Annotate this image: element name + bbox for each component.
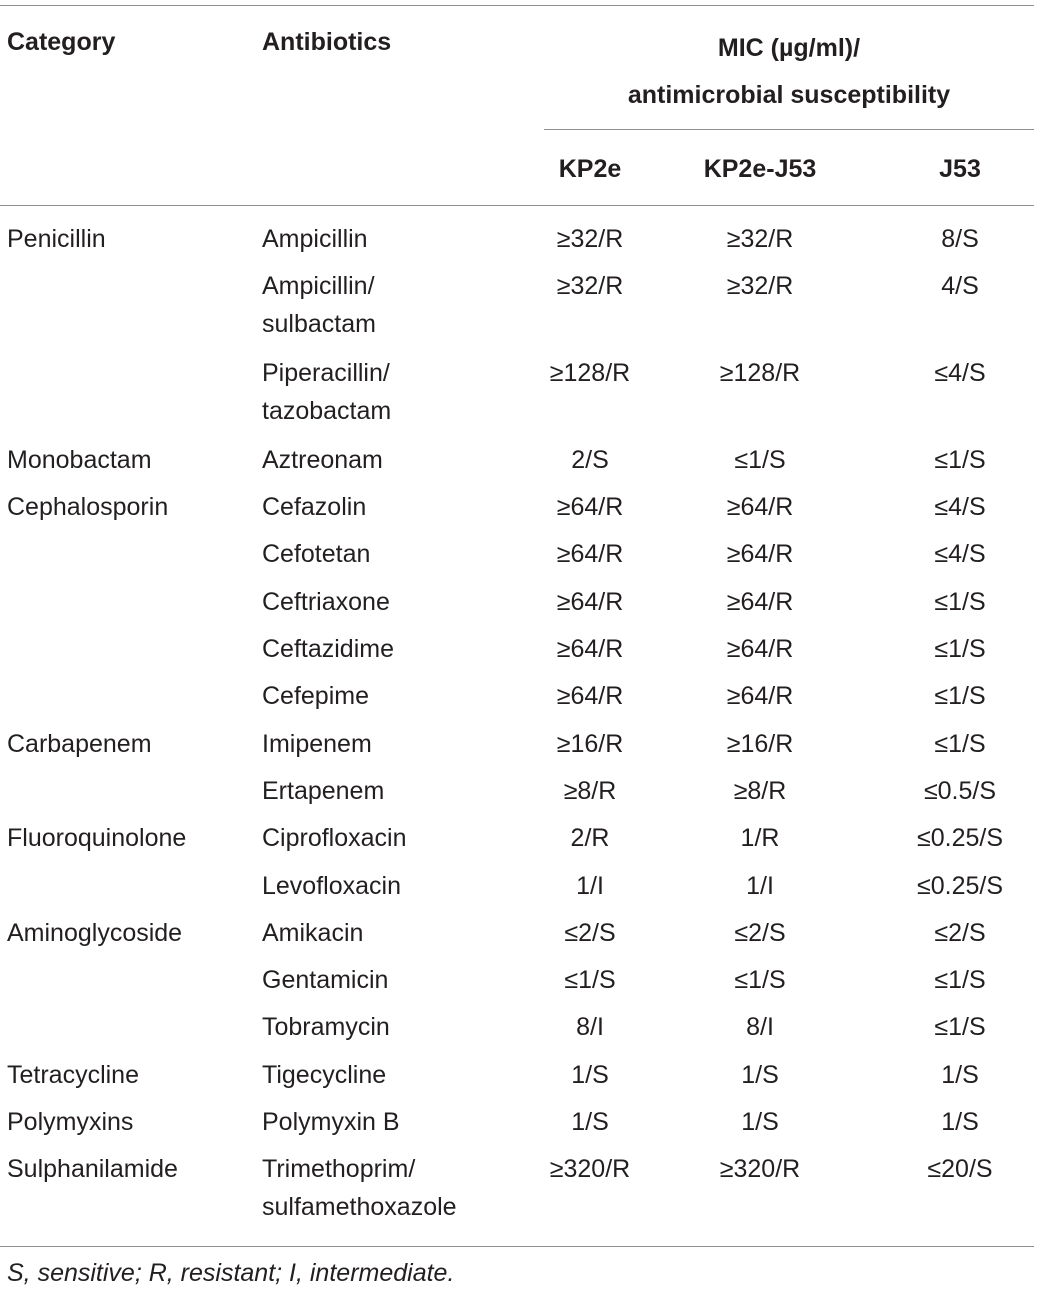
cell-antibiotic-line: Ampicillin bbox=[262, 225, 368, 253]
cell-kp2e-j53: ≥64/R bbox=[726, 540, 794, 569]
cell-antibiotic-line: Levofloxacin bbox=[262, 871, 401, 900]
cell-j53: 1/S bbox=[941, 1108, 979, 1137]
cell-j53: ≤4/S bbox=[934, 493, 986, 522]
cell-j53: ≤20/S bbox=[927, 1155, 993, 1184]
table-row bbox=[0, 819, 1034, 866]
cell-antibiotic bbox=[262, 725, 522, 763]
cell-antibiotic bbox=[262, 630, 522, 668]
cell-antibiotic-line: Tobramycin bbox=[262, 1013, 390, 1042]
cell-antibiotic bbox=[262, 819, 522, 857]
header-category: Category bbox=[7, 28, 116, 56]
cell-antibiotic bbox=[262, 267, 522, 343]
cell-kp2e-j53: ≤1/S bbox=[734, 445, 786, 474]
header-antibiotics: Antibiotics bbox=[262, 28, 392, 56]
cell-kp2e-j53: 1/S bbox=[741, 1060, 779, 1089]
cell-j53: 4/S bbox=[941, 272, 979, 301]
cell-antibiotic-line: Tigecycline bbox=[262, 1060, 387, 1089]
cell-kp2e: ≥8/R bbox=[563, 776, 617, 805]
cell-kp2e-j53: ≥32/R bbox=[726, 225, 794, 253]
cell-antibiotic-line: Cefepime bbox=[262, 682, 369, 711]
cell-kp2e: 2/R bbox=[570, 824, 610, 853]
cell-j53: 8/S bbox=[941, 225, 979, 253]
cell-antibiotic-line: sulbactam bbox=[262, 310, 376, 339]
table-row bbox=[0, 441, 1034, 488]
cell-kp2e-j53: ≤1/S bbox=[734, 966, 786, 995]
cell-antibiotic-line: Ampicillin/ bbox=[262, 272, 375, 301]
cell-antibiotic-line: Ertapenem bbox=[262, 776, 385, 805]
cell-kp2e-j53: ≥320/R bbox=[719, 1155, 801, 1184]
cell-antibiotic-line: Imipenem bbox=[262, 729, 372, 758]
cell-j53: ≤1/S bbox=[934, 682, 986, 711]
cell-antibiotic bbox=[262, 220, 522, 258]
cell-antibiotic-line: Ceftriaxone bbox=[262, 587, 390, 616]
cell-j53: ≤0.25/S bbox=[917, 871, 1003, 900]
table-top-rule bbox=[0, 5, 1034, 6]
table-row bbox=[0, 772, 1034, 819]
table-row bbox=[0, 914, 1034, 961]
cell-kp2e-j53: 1/I bbox=[746, 871, 774, 900]
cell-antibiotic bbox=[262, 488, 522, 526]
cell-antibiotic bbox=[262, 867, 522, 905]
cell-antibiotic-line: Cefotetan bbox=[262, 540, 371, 569]
cell-category: Carbapenem bbox=[7, 729, 152, 758]
cell-j53: 1/S bbox=[941, 1060, 979, 1089]
table-row bbox=[0, 1056, 1034, 1103]
cell-kp2e: ≥320/R bbox=[549, 1155, 631, 1184]
cell-kp2e: ≤2/S bbox=[564, 918, 616, 947]
table-row bbox=[0, 1103, 1034, 1150]
cell-kp2e-j53: ≥8/R bbox=[733, 776, 787, 805]
cell-category: Aminoglycoside bbox=[7, 918, 183, 947]
table-row bbox=[0, 488, 1034, 535]
cell-category: Sulphanilamide bbox=[7, 1155, 178, 1184]
cell-antibiotic bbox=[262, 535, 522, 573]
header-kp2e: KP2e bbox=[558, 155, 622, 183]
cell-j53: ≤0.25/S bbox=[917, 824, 1003, 853]
cell-antibiotic bbox=[262, 677, 522, 715]
cell-kp2e: ≥32/R bbox=[556, 225, 624, 253]
cell-antibiotic-line: Aztreonam bbox=[262, 445, 383, 474]
table-row bbox=[0, 867, 1034, 914]
cell-j53: ≤1/S bbox=[934, 966, 986, 995]
cell-j53: ≤4/S bbox=[934, 540, 986, 569]
cell-kp2e-j53: ≥64/R bbox=[726, 587, 794, 616]
cell-kp2e: ≥16/R bbox=[556, 729, 624, 758]
cell-kp2e-j53: ≥128/R bbox=[719, 359, 801, 388]
cell-j53: ≤1/S bbox=[934, 1013, 986, 1042]
cell-kp2e-j53: ≥64/R bbox=[726, 635, 794, 664]
cell-antibiotic bbox=[262, 583, 522, 621]
cell-antibiotic-line: Amikacin bbox=[262, 918, 364, 947]
table-row bbox=[0, 630, 1034, 677]
table-bottom-rule bbox=[0, 1246, 1034, 1247]
cell-kp2e: 1/S bbox=[571, 1108, 609, 1137]
cell-kp2e: 1/S bbox=[571, 1060, 609, 1089]
cell-kp2e: ≥64/R bbox=[556, 635, 624, 664]
cell-j53: ≤4/S bbox=[934, 359, 986, 388]
cell-antibiotic bbox=[262, 772, 522, 810]
table-row bbox=[0, 677, 1034, 724]
cell-j53: ≤2/S bbox=[934, 918, 986, 947]
cell-j53: ≤0.5/S bbox=[923, 776, 997, 805]
header-j53: J53 bbox=[939, 155, 981, 183]
cell-kp2e: ≥128/R bbox=[549, 359, 631, 388]
table-row bbox=[0, 220, 1034, 267]
cell-kp2e: 8/I bbox=[576, 1013, 604, 1042]
table-row bbox=[0, 354, 1034, 441]
table-row bbox=[0, 961, 1034, 1008]
cell-antibiotic-line: Cefazolin bbox=[262, 493, 367, 522]
cell-j53: ≤1/S bbox=[934, 587, 986, 616]
header-kp2e-j53: KP2e-J53 bbox=[703, 155, 817, 183]
cell-category: Cephalosporin bbox=[7, 493, 169, 522]
cell-antibiotic bbox=[262, 441, 522, 479]
cell-kp2e-j53: ≥16/R bbox=[726, 729, 794, 758]
cell-j53: ≤1/S bbox=[934, 729, 986, 758]
table-row bbox=[0, 1008, 1034, 1055]
cell-antibiotic bbox=[262, 354, 522, 430]
cell-kp2e: ≥32/R bbox=[556, 272, 624, 301]
table-footnote: S, sensitive; R, resistant; I, intermediate. bbox=[7, 1259, 455, 1287]
cell-kp2e: 2/S bbox=[571, 445, 609, 474]
table-row bbox=[0, 1150, 1034, 1237]
cell-antibiotic-line: Ciprofloxacin bbox=[262, 824, 407, 853]
cell-category: Monobactam bbox=[7, 445, 152, 474]
cell-kp2e-j53: ≥64/R bbox=[726, 682, 794, 711]
table-row bbox=[0, 583, 1034, 630]
cell-antibiotic bbox=[262, 1103, 522, 1141]
cell-kp2e-j53: 8/I bbox=[746, 1013, 774, 1042]
cell-antibiotic bbox=[262, 1056, 522, 1094]
table-row bbox=[0, 535, 1034, 582]
table-row bbox=[0, 725, 1034, 772]
cell-kp2e-j53: 1/R bbox=[740, 824, 780, 853]
cell-antibiotic-line: Trimethoprim/ bbox=[262, 1155, 416, 1184]
cell-kp2e: ≥64/R bbox=[556, 493, 624, 522]
cell-antibiotic-line: Ceftazidime bbox=[262, 635, 394, 664]
header-mic-line2: antimicrobial susceptibility bbox=[627, 81, 951, 109]
header-mic bbox=[544, 25, 1034, 119]
cell-antibiotic bbox=[262, 961, 522, 999]
cell-kp2e: ≥64/R bbox=[556, 587, 624, 616]
cell-kp2e: 1/I bbox=[576, 871, 604, 900]
cell-category: Tetracycline bbox=[7, 1060, 139, 1089]
header-mic-line1: MIC (µg/ml)/ bbox=[717, 34, 861, 62]
cell-category: Polymyxins bbox=[7, 1108, 134, 1137]
cell-antibiotic-line: tazobactam bbox=[262, 397, 392, 426]
cell-category: Fluoroquinolone bbox=[7, 824, 187, 853]
cell-kp2e: ≤1/S bbox=[564, 966, 616, 995]
mic-header-rule bbox=[544, 129, 1034, 130]
cell-kp2e-j53: 1/S bbox=[741, 1108, 779, 1137]
table-body bbox=[0, 220, 1034, 1237]
cell-category: Penicillin bbox=[7, 225, 106, 253]
cell-kp2e-j53: ≥64/R bbox=[726, 493, 794, 522]
cell-j53: ≤1/S bbox=[934, 635, 986, 664]
cell-antibiotic-line: Piperacillin/ bbox=[262, 359, 390, 388]
cell-antibiotic bbox=[262, 914, 522, 952]
cell-antibiotic-line: sulfamethoxazole bbox=[262, 1193, 457, 1222]
cell-antibiotic bbox=[262, 1150, 522, 1226]
table-row bbox=[0, 267, 1034, 354]
cell-kp2e-j53: ≤2/S bbox=[734, 918, 786, 947]
header-bottom-rule bbox=[0, 205, 1034, 206]
cell-antibiotic-line: Polymyxin B bbox=[262, 1108, 400, 1137]
cell-j53: ≤1/S bbox=[934, 445, 986, 474]
cell-kp2e-j53: ≥32/R bbox=[726, 272, 794, 301]
cell-kp2e: ≥64/R bbox=[556, 682, 624, 711]
cell-antibiotic-line: Gentamicin bbox=[262, 966, 389, 995]
cell-kp2e: ≥64/R bbox=[556, 540, 624, 569]
cell-antibiotic bbox=[262, 1008, 522, 1046]
